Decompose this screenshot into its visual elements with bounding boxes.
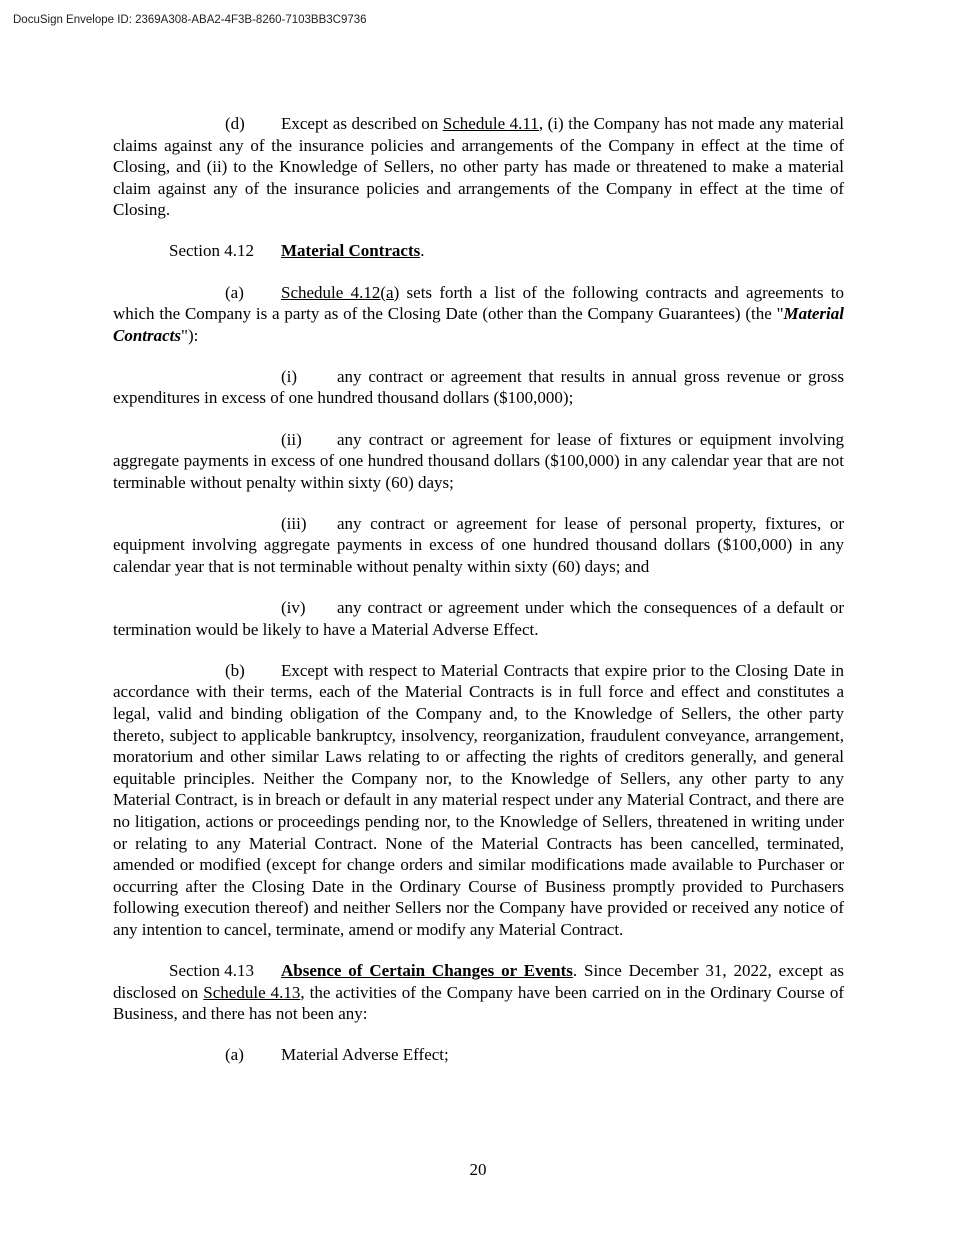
paragraph-4-13-a: (a) Material Adverse Effect; — [225, 1045, 449, 1065]
paragraph-4-12-b: (b) Except with respect to Material Contracts that expire prior to the Closing Date in accordance with their terms, each of the Material Contracts is in full force and effect and constitutes a legal, valid and binding obligation of the Company and, to the Knowledge of Sellers, the other party thereto, subject to applicable bankruptcy, insolvency, reorganization, fraudulent conveyance, arrangement, moratorium and other similar Laws relating to or affecting the rights of creditors generally, and general equitable principles. Neither the Company nor, to the Knowledge of Sellers, any other party to any Material Contract, is in breach or default in any material respect under any Material Contract, and there are no litigation, actions or proceedings pending nor, to the Knowledge of Sellers, threatened in writing under or relating to any Material Contract. None of the Material Contracts has been cancelled, terminated, amended or modified (except for change orders and similar modifications made available to Purchaser or occurring after the Closing Date in the Ordinary Course of Business promptly provided to Purchasers following execution thereof) and neither Sellers nor the Company have provided or received any notice of any intention to cancel, terminate, amend or modify any Material Contract. — [113, 660, 844, 939]
list-item — [113, 597, 844, 640]
list-item — [113, 366, 844, 409]
item-text: any contract or agreement that results in annual gross revenue or gross expenditures in excess of one hundred thousand dollars ($100,000); — [113, 366, 844, 408]
item-label: (i) — [281, 366, 298, 386]
section-title: Material Contracts — [281, 241, 421, 261]
section-heading-4-13: Section 4.13 Absence of Certain Changes or Events. Since December 31, 2022, except as disclosed on Schedule 4.13, the activities of the Company have been carried on in the Ordinary Course of Business, and there has not been any: — [113, 961, 844, 1024]
schedule-reference: Schedule 4.13 — [203, 982, 301, 1002]
schedule-reference: Schedule 4.11 — [442, 114, 539, 133]
item-text: any contract or agreement for lease of personal property, fixtures, or equipment involving aggregate payments in excess of one hundred thousand dollars ($100,000) in any calendar year that is not terminable without penalty within sixty (60) days; and — [113, 513, 844, 576]
paragraph-4-12-a: (a) Schedule 4.12(a) sets forth a list of the following contracts and agreements to which the Company is a party as of the Closing Date (other than the Company Guarantees) (the "Material Contracts"): — [113, 282, 844, 345]
paragraph-label: (d) — [225, 114, 245, 133]
schedule-reference: Schedule 4.12(a) — [281, 282, 400, 302]
paragraph-label: (b) — [225, 660, 245, 680]
section-title: Absence of Certain Changes or Events — [281, 961, 573, 980]
section-heading-4-12: Section 4.12 Material Contracts. — [169, 241, 425, 261]
paragraph-label: (a) — [225, 1045, 244, 1065]
list-item — [113, 429, 844, 494]
paragraph-label: (a) — [225, 282, 244, 302]
item-label: (ii) — [281, 429, 302, 449]
item-text: any contract or agreement under which the consequences of a default or termination would be likely to have a Material Adverse Effect. — [113, 598, 844, 639]
document-body — [113, 113, 844, 1085]
item-text: any contract or agreement for lease of fixtures or equipment involving aggregate payments in excess of one hundred thousand dollars ($100,000) in any calendar year that are not terminable without penalty within sixty (60) days; — [113, 429, 844, 492]
page-number: 20 — [469, 1160, 487, 1179]
paragraph-4-11-d: (d) Except as described on Schedule 4.11, (i) the Company has not made any material claims against any of the insurance policies and arrangements of the Company in effect at the time of Closing, and (ii) to the Knowledge of Sellers, no other party has made or threatened to make a material claim against any of the insurance policies and arrangements of the Company in effect at the time of Closing. — [113, 114, 845, 220]
section-number: Section 4.13 — [169, 961, 254, 980]
list-item — [113, 513, 844, 578]
item-label: (iii) — [281, 513, 307, 533]
section-number: Section 4.12 — [169, 241, 254, 261]
defined-term: Material Contracts — [113, 304, 844, 345]
item-label: (iv) — [281, 598, 306, 618]
docusign-envelope-id: DocuSign Envelope ID: 2369A308-ABA2-4F3B-8260-7103BB3C9736 — [13, 14, 367, 26]
